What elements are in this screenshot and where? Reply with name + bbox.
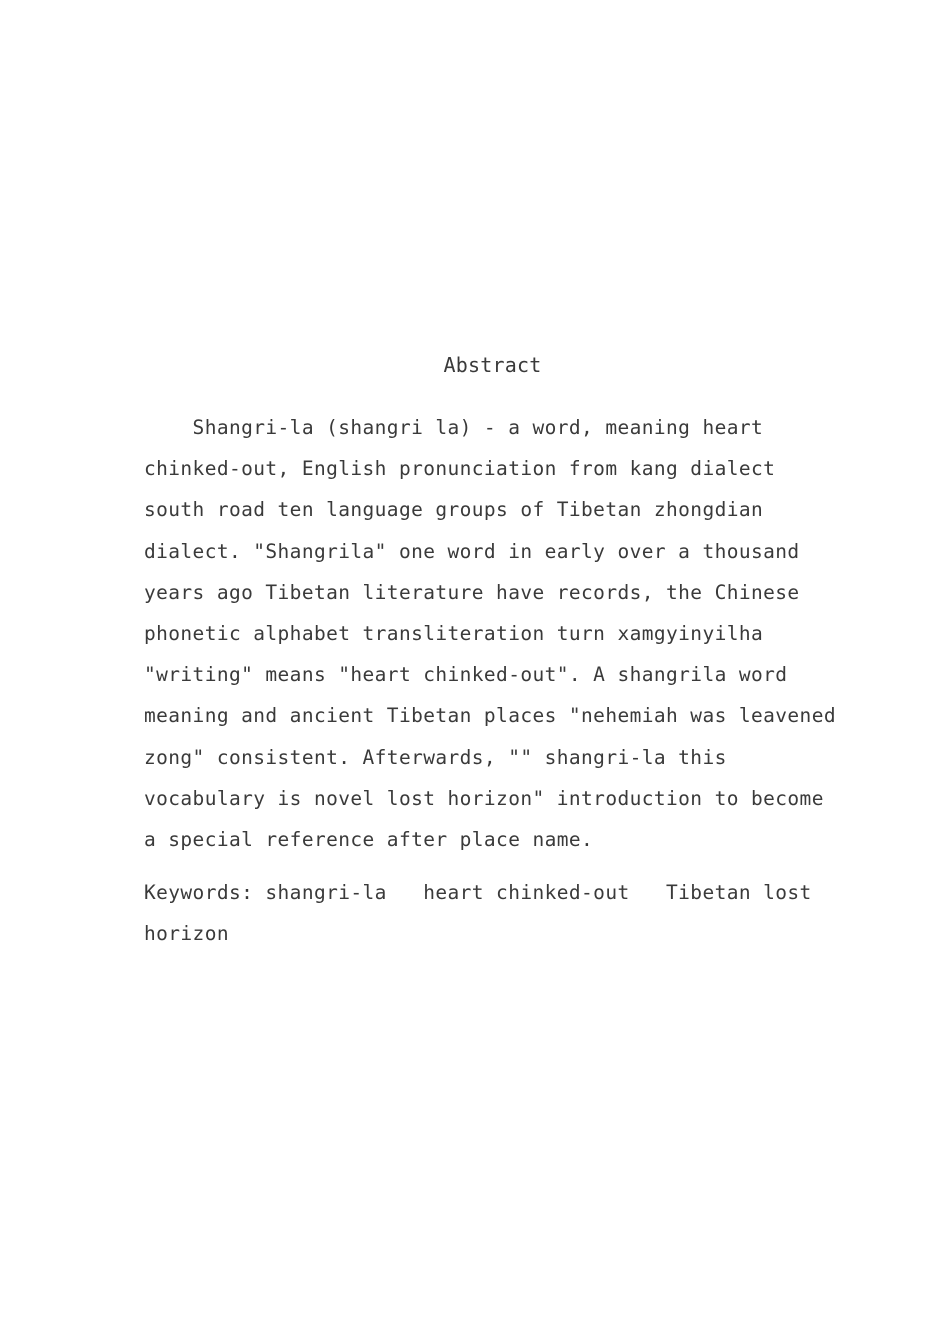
keywords-line: horizon <box>144 922 229 945</box>
abstract-line: phonetic alphabet transliteration turn xamgyinyilha <box>144 622 764 646</box>
keywords-section <box>144 872 824 954</box>
abstract-line: vocabulary is novel lost horizon" introduction to become <box>144 786 824 810</box>
keywords-line: Keywords: shangri-la heart chinked-out Tibetan lost <box>144 881 812 904</box>
abstract-line: zong" consistent. Afterwards, "" shangri-la this <box>144 745 727 769</box>
abstract-line: south road ten language groups of Tibetan zhongdian <box>144 498 764 522</box>
page-title: Abstract <box>443 353 542 377</box>
abstract-line: years ago Tibetan literature have records, the Chinese <box>144 580 800 604</box>
abstract-paragraph <box>144 407 836 860</box>
abstract-line: chinked-out, English pronunciation from kang dialect <box>144 457 776 481</box>
abstract-line: meaning and ancient Tibetan places "nehemiah was leavened <box>144 704 836 728</box>
abstract-line: Shangri-la (shangri la) - a word, meaning heart <box>144 416 764 439</box>
abstract-line: dialect. "Shangrila" one word in early over a thousand <box>144 539 800 563</box>
abstract-line: "writing" means "heart chinked-out". A shangrila word <box>144 663 788 687</box>
abstract-line: a special reference after place name. <box>144 828 594 852</box>
